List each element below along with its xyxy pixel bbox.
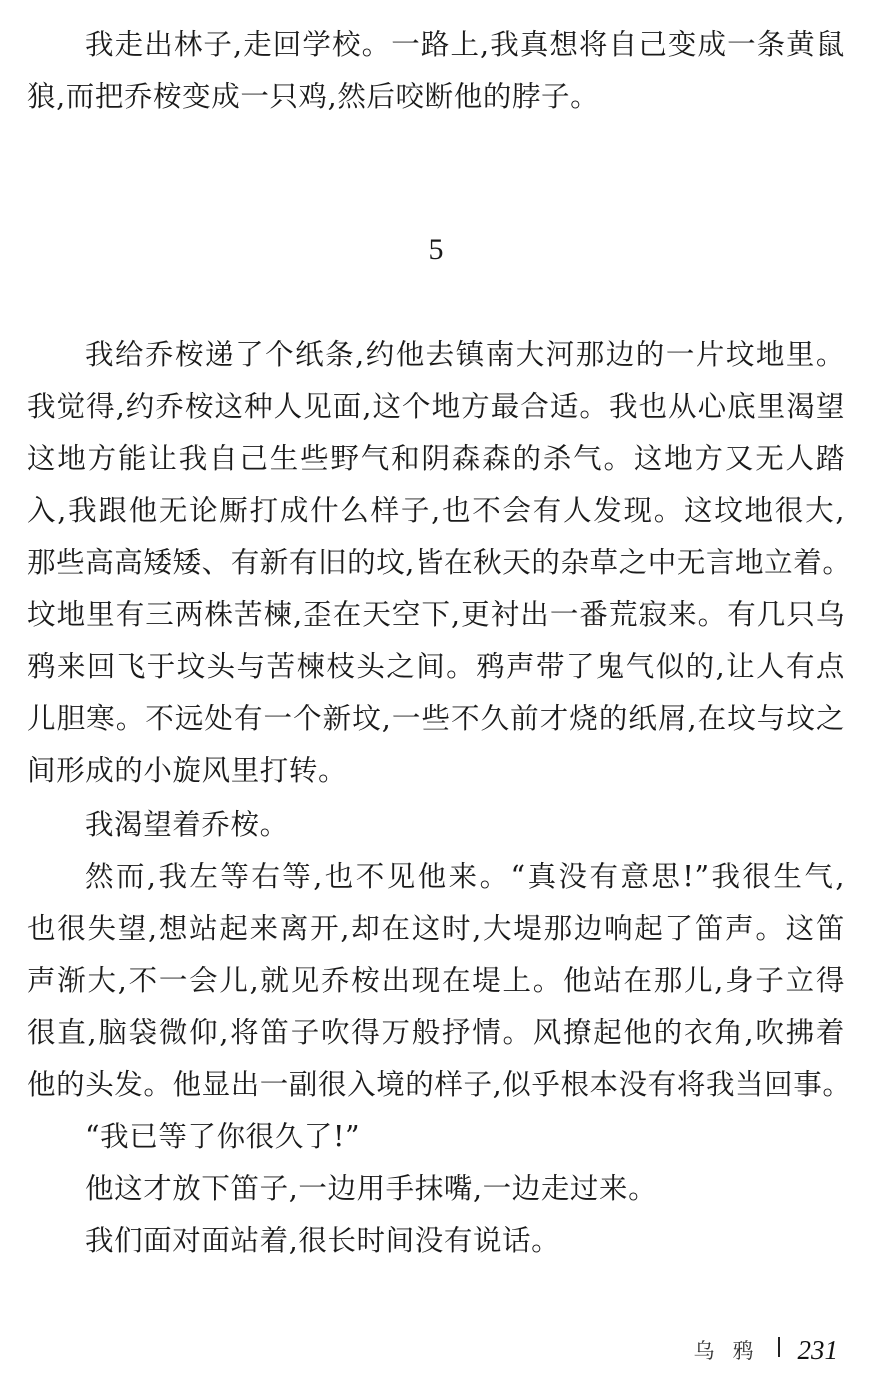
text-line: 也很失望,想站起来离开,却在这时,大堤那边响起了笛声。这笛	[27, 912, 845, 945]
text-line: 我觉得,约乔桉这种人见面,这个地方最合适。我也从心底里渴望	[27, 390, 845, 423]
text-line: 我们面对面站着,很长时间没有说话。	[85, 1224, 561, 1257]
section-number: 5	[428, 233, 444, 266]
running-title: 乌鸦	[693, 1339, 772, 1363]
text-line: 他的头发。他显出一副很入境的样子,似乎根本没有将我当回事。	[27, 1068, 852, 1101]
text-line: 很直,脑袋微仰,将笛子吹得万般抒情。风撩起他的衣角,吹拂着	[27, 1016, 845, 1049]
text-line: 坟地里有三两株苦楝,歪在天空下,更衬出一番荒寂来。有几只乌	[27, 598, 845, 631]
text-line: 间形成的小旋风里打转。	[27, 754, 348, 787]
text-line: 鸦来回飞于坟头与苦楝枝头之间。鸦声带了鬼气似的,让人有点	[27, 650, 845, 683]
text-line: 狼,而把乔桉变成一只鸡,然后咬断他的脖子。	[27, 80, 600, 113]
text-line: 他这才放下笛子,一边用手抹嘴,一边走过来。	[85, 1172, 658, 1205]
text-line: 儿胆寒。不远处有一个新坟,一些不久前才烧的纸屑,在坟与坟之	[27, 702, 845, 735]
page-number: 231	[797, 1334, 838, 1365]
text-line: 那些高高矮矮、有新有旧的坟,皆在秋天的杂草之中无言地立着。	[27, 546, 852, 579]
text-line: “我已等了你很久了!”	[85, 1120, 361, 1153]
text-line: 入,我跟他无论厮打成什么样子,也不会有人发现。这坟地很大,	[27, 494, 845, 527]
text-line: 这地方能让我自己生些野气和阴森森的杀气。这地方又无人踏	[27, 442, 845, 475]
text-line: 声渐大,不一会儿,就见乔桉出现在堤上。他站在那儿,身子立得	[27, 964, 845, 997]
text-line: 我走出林子,走回学校。一路上,我真想将自己变成一条黄鼠	[85, 28, 845, 61]
text-line: 我给乔桉递了个纸条,约他去镇南大河那边的一片坟地里。	[85, 338, 845, 371]
text-line: 我渴望着乔桉。	[85, 808, 289, 841]
footer-separator	[778, 1337, 780, 1357]
page-footer	[694, 1330, 839, 1370]
text-line: 然而,我左等右等,也不见他来。“真没有意思!”我很生气,	[85, 860, 845, 893]
